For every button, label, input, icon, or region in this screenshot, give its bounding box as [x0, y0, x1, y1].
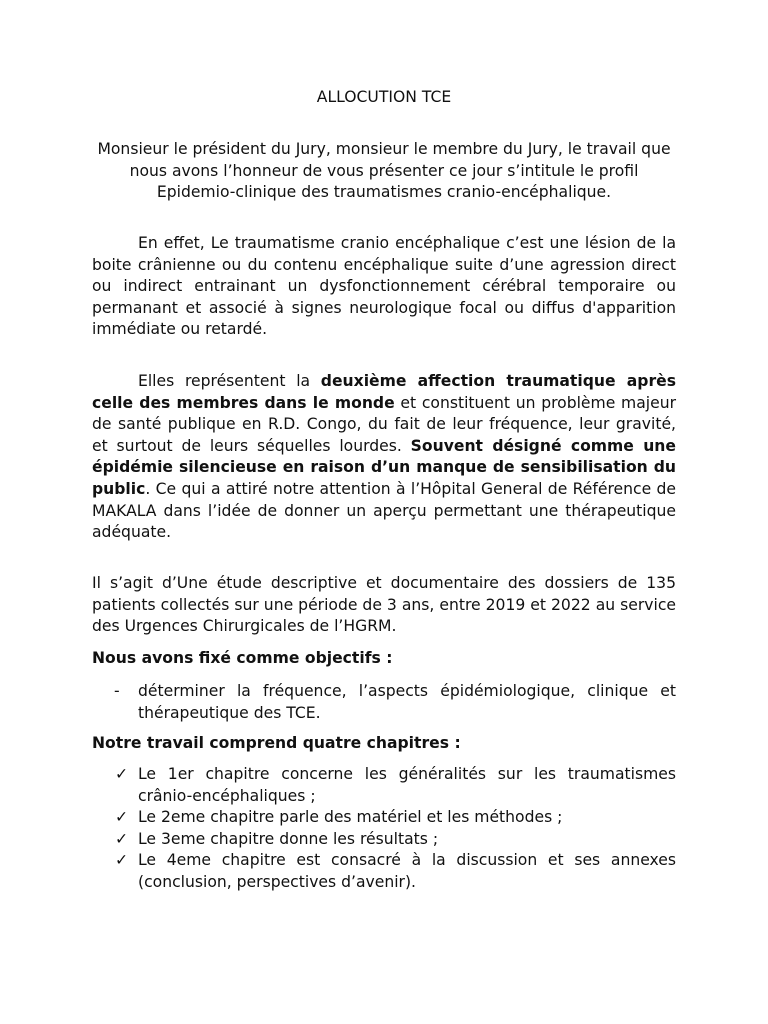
list-item-text: Le 3eme chapitre donne les résultats ;: [138, 829, 439, 848]
chapters-list: [92, 764, 676, 894]
list-item: [92, 829, 676, 851]
list-item-text: déterminer la fréquence, l’aspects épidémiologique, clinique et thérapeutique des TCE.: [138, 682, 676, 722]
context-text-1: Elles représentent la: [138, 372, 321, 390]
intro-paragraph: Monsieur le président du Jury, monsieur le membre du Jury, le travail que nous avons l’honneur de vous présenter ce jour s’intitule le profil Epidemio-clinique des traumatismes cranio-encéphalique.: [97, 140, 671, 202]
list-item-text: Le 4eme chapitre est consacré à la discussion et ses annexes (conclusion, perspectives d’avenir).: [138, 851, 676, 891]
context-text-2: et constituent un problème majeur de santé publique en R.D. Congo, du fait de leur fréquence, leur gravité, et surtout de leurs séquelles lourdes.: [92, 393, 677, 455]
objectives-list: [92, 681, 676, 724]
document-title: ALLOCUTION TCE: [316, 88, 452, 106]
checkmark-icon: ✓: [115, 808, 129, 827]
list-item: [92, 850, 676, 893]
context-paragraph: [92, 371, 676, 544]
context-text-3: . Ce qui a attiré notre attention à l’Hôpital General de Référence de MAKALA dans l’idée de donner un aperçu permettant une thérapeutique adéquate.: [92, 479, 676, 542]
checkmark-icon: ✓: [115, 765, 129, 783]
context-bold-1: deuxième affection traumatique après celle des membres dans le monde: [92, 372, 676, 412]
list-item-text: Le 2eme chapitre parle des matériel et les méthodes ;: [138, 808, 563, 827]
chapters-heading: Notre travail comprend quatre chapitres :: [92, 734, 461, 752]
definition-paragraph: En effet, Le traumatisme cranio encéphalique c’est une lésion de la boite crânienne ou du contenu encéphalique suite d’une agression direct ou indirect entrainant un dysfonctionnement cérébral temporaire ou permanant et associé à signes neurologique focal ou diffus d'apparition immédiate ou retardé.: [92, 234, 676, 339]
study-paragraph: Il s’agit d’Une étude descriptive et documentaire des dossiers de 135 patients collectés sur une période de 3 ans, entre 2019 et 2022 au service des Urgences Chirurgicales de l’HGRM.: [92, 574, 676, 636]
context-bold-2: Souvent désigné comme une épidémie silencieuse en raison d’un manque de sensibilisation du public: [92, 436, 676, 498]
objectives-heading: Nous avons fixé comme objectifs :: [92, 649, 393, 667]
dash-bullet: -: [114, 682, 120, 700]
list-item-text: Le 1er chapitre concerne les généralités sur les traumatismes crânio-encéphaliques ;: [138, 765, 676, 805]
list-item: [92, 807, 676, 829]
list-item: [92, 764, 676, 807]
list-item: [92, 681, 676, 724]
checkmark-icon: ✓: [115, 851, 129, 870]
checkmark-icon: ✓: [115, 829, 129, 848]
